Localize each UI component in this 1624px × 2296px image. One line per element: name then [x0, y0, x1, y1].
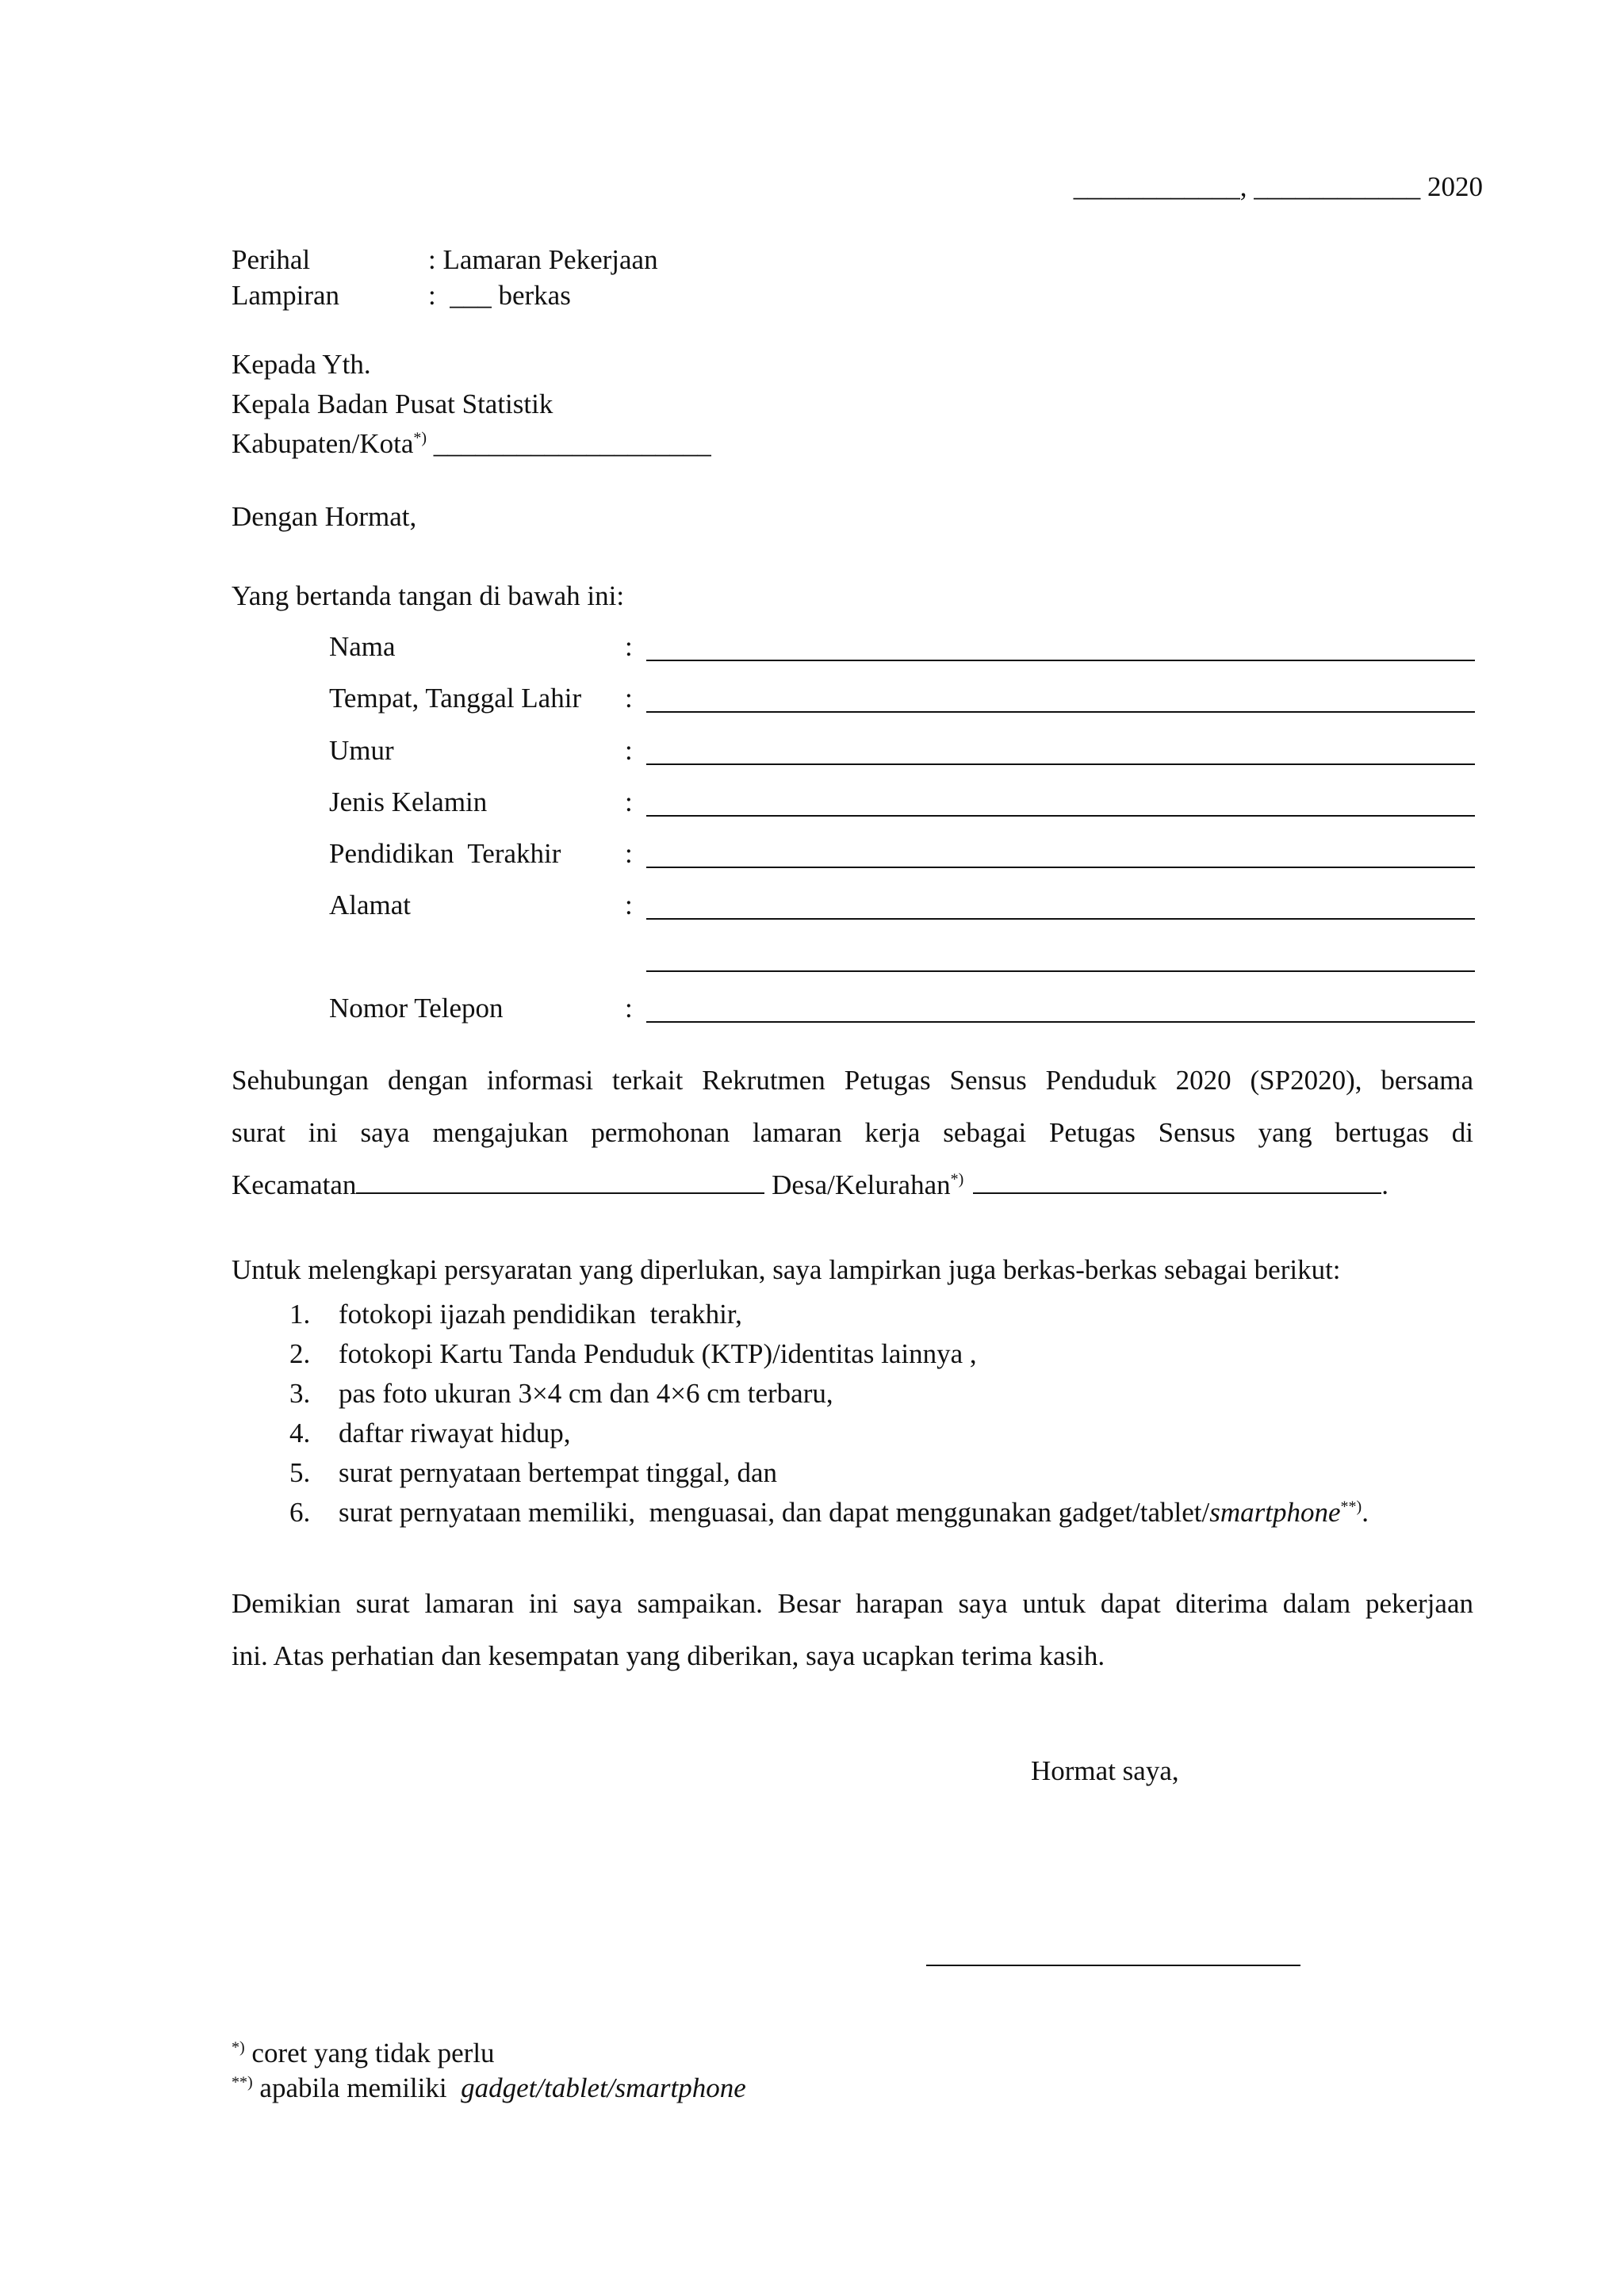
footnote-2-mark: **) — [232, 2073, 253, 2091]
body-paragraph-recruitment — [232, 1054, 1473, 1211]
perihal-value: : Lamaran Pekerjaan — [428, 244, 658, 275]
field-blank-alamat-line-2 — [646, 970, 1475, 972]
kecamatan-label: Kecamatan — [232, 1169, 357, 1200]
lampiran-value: : ___ berkas — [428, 280, 571, 311]
field-blank-nomor-telepon — [646, 1021, 1475, 1023]
footnote-1-mark: *) — [232, 2038, 245, 2057]
list-item-text-main: surat pernyataan memiliki, menguasai, dan dapat menggunakan gadget/tablet/ — [339, 1497, 1210, 1528]
body-line-3 — [232, 1159, 1473, 1211]
closing-paragraph — [232, 1578, 1473, 1682]
list-item-text: fotokopi Kartu Tanda Penduduk (KTP)/identitas lainnya , — [339, 1338, 977, 1369]
perihal-label: Perihal — [232, 244, 311, 275]
kecamatan-blank — [356, 1192, 764, 1194]
signature-line — [926, 1965, 1300, 1966]
addressee-footnote-mark: *) — [413, 429, 427, 447]
list-item-text — [339, 1495, 1369, 1530]
body-line-3-end: . — [1381, 1169, 1389, 1200]
field-label-nama: Nama — [329, 631, 396, 662]
footnote-2-text: apabila memiliki — [252, 2072, 462, 2103]
list-item-text-end: . — [1362, 1497, 1369, 1528]
list-item-number: 3. — [289, 1378, 311, 1409]
list-item-number: 5. — [289, 1457, 311, 1488]
list-item-text: surat pernyataan bertempat tinggal, dan — [339, 1457, 777, 1488]
body-line-2: surat ini saya mengajukan permohonan lamaran kerja sebagai Petugas Sensus yang bertugas di — [232, 1117, 1473, 1148]
field-label-alamat: Alamat — [329, 890, 412, 920]
field-colon: : — [625, 631, 633, 662]
field-colon: : — [625, 683, 633, 714]
field-label-umur: Umur — [329, 735, 394, 766]
footnote-2 — [232, 2071, 746, 2106]
list-item-text: pas foto ukuran 3×4 cm dan 4×6 cm terbaru, — [339, 1378, 833, 1409]
list-item-number: 2. — [289, 1338, 311, 1369]
addressee-line-1: Kepada Yth. — [232, 349, 371, 380]
list-item-text: daftar riwayat hidup, — [339, 1418, 571, 1448]
body-line-1: Sehubungan dengan informasi terkait Rekrutmen Petugas Sensus Penduduk 2020 (SP2020), bersama — [232, 1065, 1473, 1096]
list-item-number: 1. — [289, 1299, 311, 1330]
field-label-nomor-telepon: Nomor Telepon — [329, 993, 504, 1024]
attachments-intro: Untuk melengkapi persyaratan yang diperlukan, saya lampirkan juga berkas-berkas sebagai berikut: — [232, 1254, 1341, 1285]
desa-footnote-mark: *) — [950, 1170, 964, 1188]
field-colon: : — [625, 786, 633, 817]
list-item-number: 4. — [289, 1418, 311, 1448]
list-item-number: 6. — [289, 1497, 311, 1528]
field-colon: : — [625, 735, 633, 766]
field-blank-umur — [646, 763, 1475, 765]
field-colon: : — [625, 993, 633, 1024]
field-blank-pendidikan-terakhir — [646, 867, 1475, 868]
intro-text: Yang bertanda tangan di bawah ini: — [232, 580, 625, 611]
desa-blank — [973, 1192, 1381, 1194]
addressee-city-label: Kabupaten/Kota — [232, 428, 414, 459]
field-blank-nama — [646, 660, 1475, 661]
closing-line-1: Demikian surat lamaran ini saya sampaikan. Besar harapan saya untuk dapat diterima dalam pekerjaan — [232, 1588, 1473, 1619]
list-item-text-italic: smartphone — [1209, 1497, 1341, 1528]
desa-label: Desa/Kelurahan — [764, 1169, 951, 1200]
field-label-tempat-tanggal-lahir: Tempat, Tanggal Lahir — [329, 683, 582, 714]
signature-salutation: Hormat saya, — [1031, 1755, 1179, 1786]
field-blank-tempat-tanggal-lahir — [646, 711, 1475, 713]
date-line: ____________, ____________ 2020 — [1073, 171, 1483, 202]
field-label-pendidikan-terakhir: Pendidikan Terakhir — [329, 838, 561, 869]
addressee-line-3 — [232, 427, 711, 461]
field-blank-jenis-kelamin — [646, 815, 1475, 817]
greeting: Dengan Hormat, — [232, 501, 417, 532]
footnote-1-text: coret yang tidak perlu — [244, 2038, 495, 2068]
list-item-footnote-mark: **) — [1340, 1498, 1362, 1516]
footnote-1 — [232, 2036, 495, 2071]
field-blank-alamat — [646, 918, 1475, 920]
list-item-text: fotokopi ijazah pendidikan terakhir, — [339, 1299, 742, 1330]
field-colon: : — [625, 890, 633, 920]
closing-line-2: ini. Atas perhatian dan kesempatan yang diberikan, saya ucapkan terima kasih. — [232, 1640, 1105, 1671]
field-label-jenis-kelamin: Jenis Kelamin — [329, 786, 488, 817]
addressee-city-blank: ____________________ — [427, 428, 711, 459]
field-colon: : — [625, 838, 633, 869]
footnote-2-italic: gadget/tablet/smartphone — [461, 2072, 746, 2103]
addressee-line-2: Kepala Badan Pusat Statistik — [232, 388, 553, 419]
lampiran-label: Lampiran — [232, 280, 340, 311]
